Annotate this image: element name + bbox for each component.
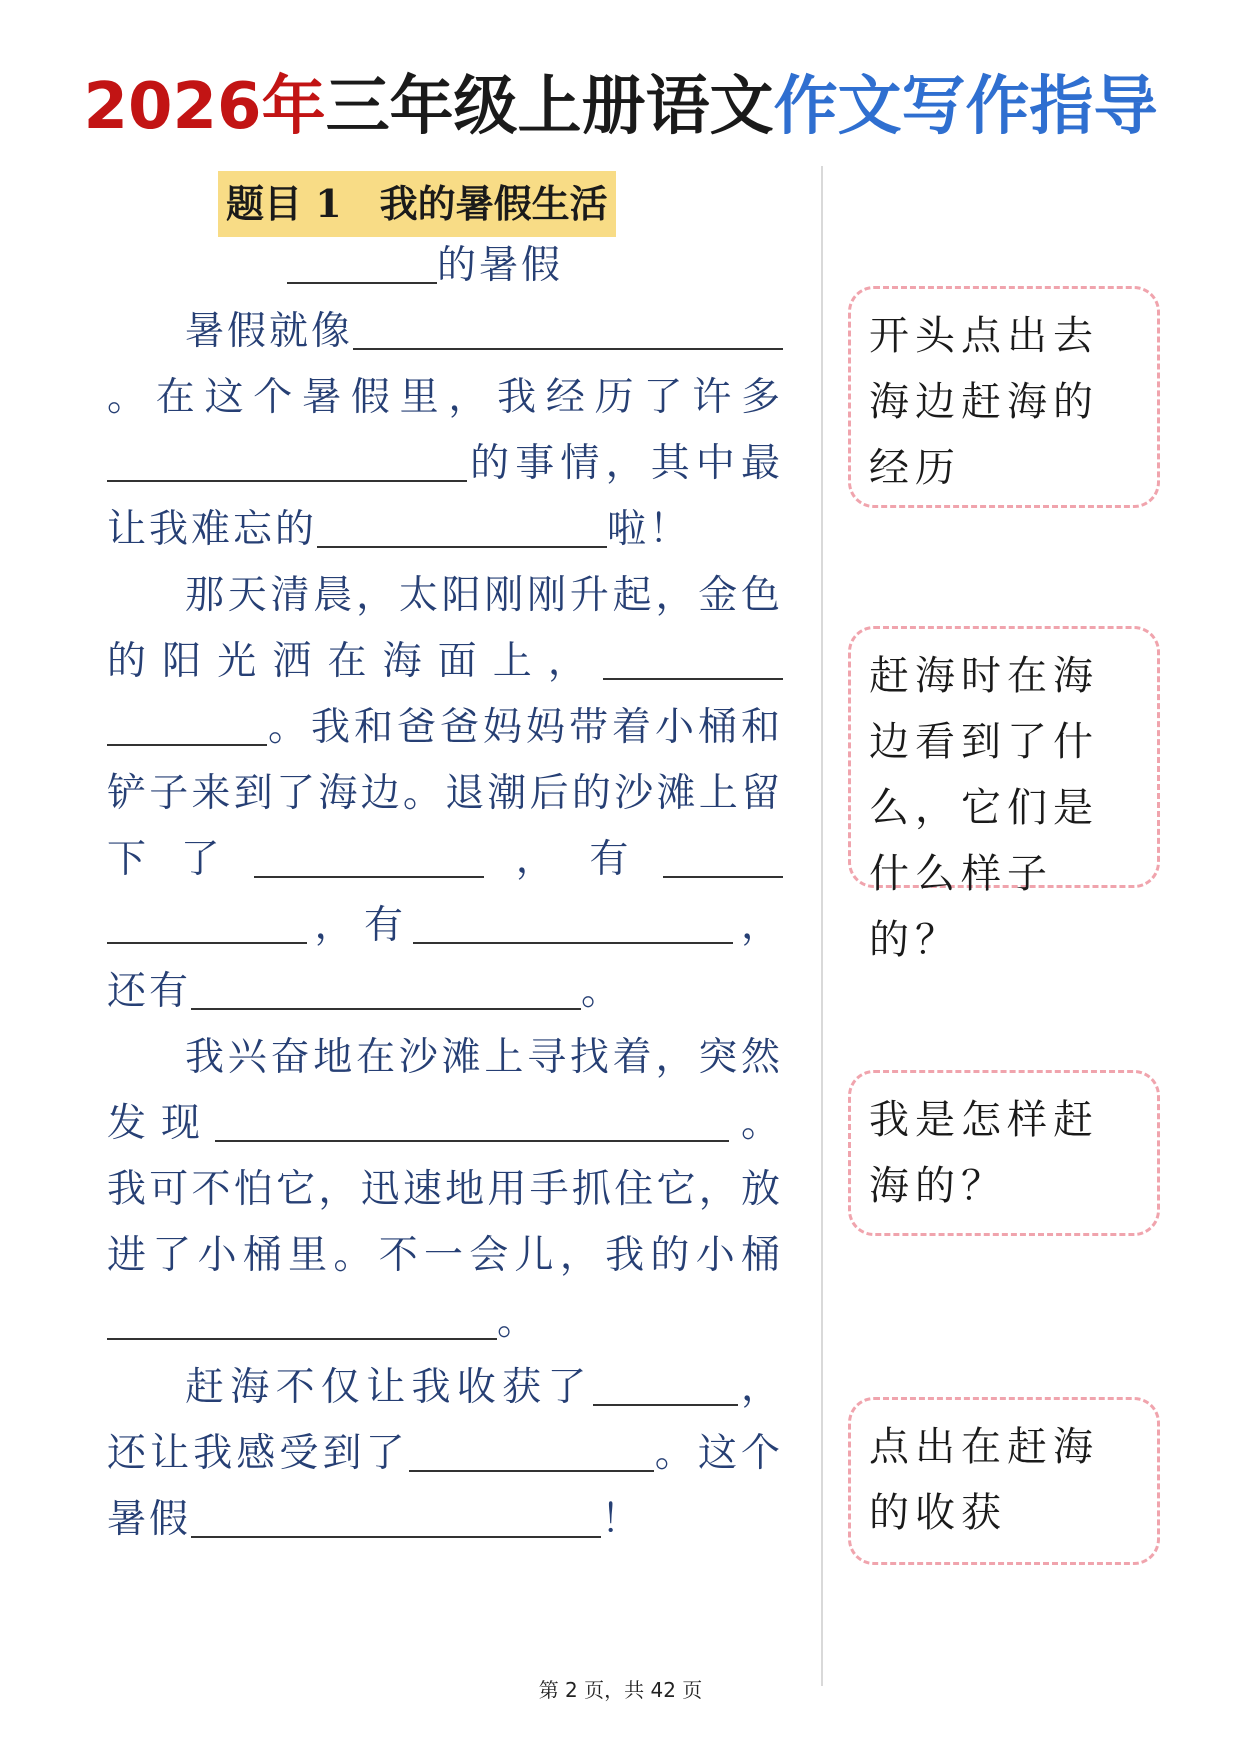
blank-p1-1b[interactable] bbox=[713, 308, 783, 350]
p2-text-a: 那天清晨，太阳刚刚升起，金色的阳光洒在海面上， bbox=[107, 573, 783, 684]
p4-text-c: 。这个暑假 bbox=[107, 1431, 783, 1542]
guide-note-3: 我是怎样赶海的？ bbox=[848, 1070, 1160, 1236]
blank-p2-3b[interactable] bbox=[107, 902, 307, 944]
paragraph-1 bbox=[107, 299, 783, 563]
blank-p2-3[interactable] bbox=[663, 836, 783, 878]
essay-heading-suffix: 的暑假 bbox=[436, 243, 563, 288]
p1-text-c: 的事情，其中最让我难忘的 bbox=[107, 441, 783, 552]
blank-p3-2[interactable] bbox=[107, 1298, 497, 1340]
p4-text-b: ，还让我感受到了 bbox=[107, 1365, 783, 1476]
blank-p3-1[interactable] bbox=[215, 1100, 685, 1142]
blank-heading[interactable] bbox=[287, 242, 437, 284]
blank-p3-1b[interactable] bbox=[685, 1100, 729, 1142]
blank-p2-1b[interactable] bbox=[107, 704, 267, 746]
title-year: 2026年 bbox=[83, 70, 326, 144]
guide-note-1: 开头点出去海边赶海的经历 bbox=[848, 286, 1160, 508]
topic-label: 题目 1 我的暑假生活 bbox=[218, 171, 616, 237]
p2-text-c: ，有 bbox=[484, 837, 663, 882]
blank-p1-3[interactable] bbox=[317, 506, 607, 548]
p1-text-d: 啦！ bbox=[607, 507, 692, 552]
essay-template bbox=[107, 233, 783, 1553]
p3-text-b: 。我可不怕它，迅速地用手抓住它，放进了小桶里。不一会儿，我的小桶 bbox=[107, 1101, 783, 1278]
p3-text-a: 我兴奋地在沙滩上寻找着，突然发现 bbox=[107, 1035, 783, 1146]
p4-text-d: ！ bbox=[601, 1497, 644, 1542]
blank-p4-1[interactable] bbox=[593, 1364, 738, 1406]
p3-text-c: 。 bbox=[497, 1299, 540, 1344]
paragraph-4 bbox=[107, 1355, 783, 1553]
paragraph-3 bbox=[107, 1025, 783, 1355]
blank-p4-2[interactable] bbox=[409, 1430, 654, 1472]
title-guide: 作文写作指导 bbox=[773, 70, 1158, 144]
blank-p4-3[interactable] bbox=[191, 1496, 601, 1538]
p1-text-a: 暑假就像 bbox=[185, 309, 354, 354]
blank-p2-4[interactable] bbox=[413, 902, 733, 944]
guide-note-4: 点出在赶海的收获 bbox=[848, 1397, 1160, 1565]
p2-text-f: 。 bbox=[581, 969, 624, 1014]
column-divider bbox=[821, 166, 823, 1686]
paragraph-2 bbox=[107, 563, 783, 1025]
p2-text-e: ，还有 bbox=[107, 903, 783, 1014]
p2-text-d: ，有 bbox=[307, 903, 414, 948]
p4-text-a: 赶海不仅让我收获了 bbox=[185, 1365, 593, 1410]
title-grade-subject: 三年级上册语文 bbox=[325, 70, 774, 144]
blank-p2-2[interactable] bbox=[254, 836, 484, 878]
blank-p1-2[interactable] bbox=[107, 440, 467, 482]
page-footer: 第 2 页，共 42 页 bbox=[538, 1678, 703, 1702]
essay-heading bbox=[107, 233, 783, 299]
guide-note-2: 赶海时在海边看到了什么，它们是什么样子的？ bbox=[848, 626, 1160, 888]
blank-p2-5[interactable] bbox=[191, 968, 581, 1010]
blank-p2-1[interactable] bbox=[603, 638, 783, 680]
page-title bbox=[0, 62, 1241, 152]
p1-text-b: 。在这个暑假里，我经历了许多 bbox=[107, 375, 783, 420]
p2-text-b: 。我和爸爸妈妈带着小桶和铲子来到了海边。退潮后的沙滩上留下了 bbox=[107, 705, 783, 882]
blank-p1-1[interactable] bbox=[353, 308, 713, 350]
